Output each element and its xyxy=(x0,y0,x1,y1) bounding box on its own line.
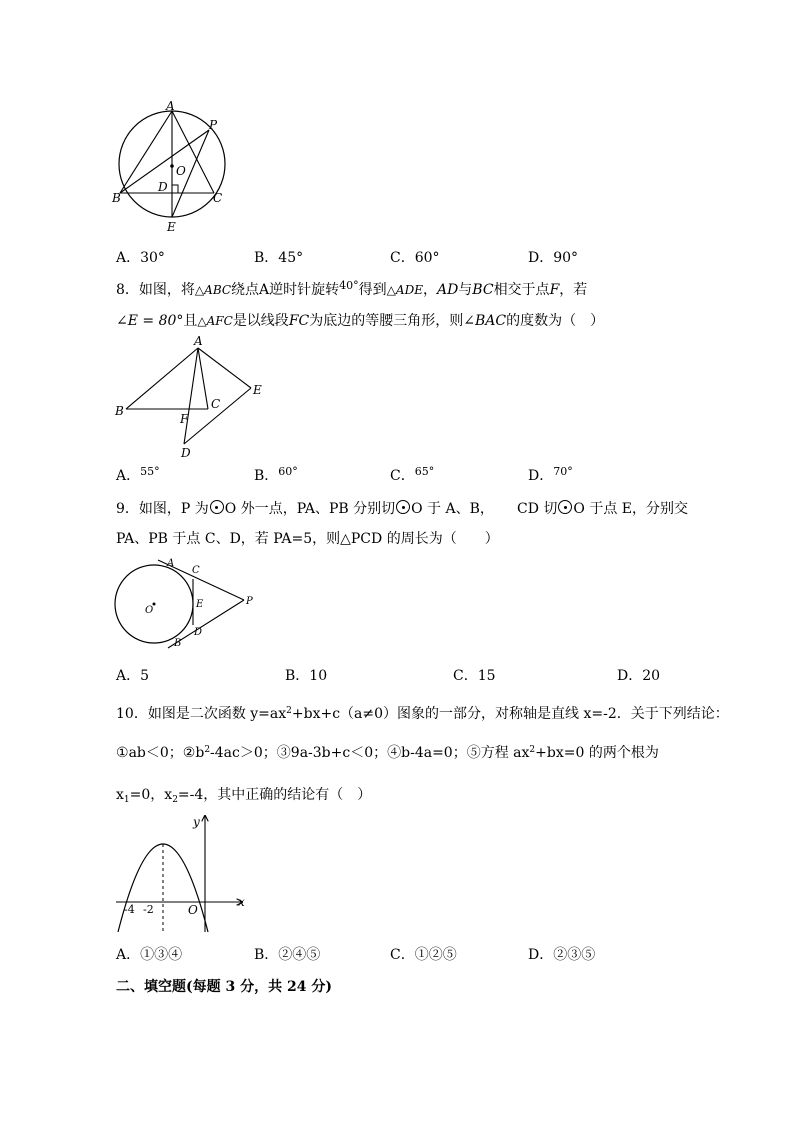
segment-ae xyxy=(198,348,251,388)
q8-option-b: B．$^{60^\circ}$ xyxy=(254,465,298,484)
label-p: P xyxy=(209,118,218,132)
label-c: C xyxy=(211,397,221,411)
label-neg2: -2 xyxy=(143,903,154,916)
label-origin: O xyxy=(188,903,198,917)
q10-option-b: B．②④⑤ xyxy=(254,947,321,963)
circle-o-symbol xyxy=(396,500,410,514)
q9-line-2: PA、PB 于点 C、D，若 PA=5，则△PCD 的周长为（ ） xyxy=(116,531,499,547)
label-a: A xyxy=(194,334,203,348)
q8-line-2: ∠E = 80°且△AFC是以线段FC为底边的等腰三角形，则∠BAC的度数为（ ） xyxy=(116,313,605,329)
circle-o-symbol xyxy=(558,500,572,514)
label-e: E xyxy=(167,220,176,234)
q10-line-2: ①ab＜0；$②b^2-4ac>0$；③9a-3b+c＜0；④b-4a=0；⑤方程 $ax^2+bx=0$ 的两个根为 xyxy=(116,745,659,761)
q9-option-a: A．5 xyxy=(116,668,150,684)
q10-option-a: A．①③④ xyxy=(116,947,183,963)
label-y: y xyxy=(193,815,200,829)
circle-o-symbol xyxy=(210,500,224,514)
q10-line-1: 10．如图是二次函数 $y=ax^2+bx+c(a\ne 0)$图象的一部分，对称轴是直线 x=-2．关于下列结论： xyxy=(116,706,729,722)
label-c: C xyxy=(213,191,223,205)
segment-ad xyxy=(184,348,198,444)
label-x: x xyxy=(238,895,245,909)
segment-ab xyxy=(126,348,198,409)
q10-option-d: D．②③⑤ xyxy=(528,947,596,963)
label-neg4: -4 xyxy=(124,903,135,916)
section-heading-fill-in: 二、填空题(每题 3 分，共 24 分) xyxy=(116,979,332,995)
q9-line-1-cont: CD 切 O 于点 E，分别交 xyxy=(517,501,688,517)
q9-option-d: D．20 xyxy=(617,668,661,684)
q8-option-a: A．$^{55^\circ}$ xyxy=(116,465,160,484)
label-b: B xyxy=(174,638,182,649)
q7-option-b: B．45° xyxy=(254,250,304,266)
label-o: O xyxy=(145,605,154,616)
label-f: F xyxy=(180,412,189,426)
label-a: A xyxy=(167,558,175,569)
q9-option-b: B．10 xyxy=(285,668,328,684)
label-p: P xyxy=(246,596,253,607)
label-a: A xyxy=(166,100,175,113)
label-d: D xyxy=(194,627,203,638)
label-e: E xyxy=(253,383,262,397)
q7-option-a: A．30° xyxy=(116,250,165,266)
center-dot xyxy=(170,164,174,168)
label-o: O xyxy=(176,164,186,178)
segment-ac xyxy=(198,348,208,409)
label-b: B xyxy=(115,404,124,418)
q8-option-d: D．$^{70^\circ}$ xyxy=(528,465,573,484)
label-d: D xyxy=(181,446,191,460)
q10-option-c: C．①②⑤ xyxy=(390,947,457,963)
label-d: D xyxy=(158,180,168,194)
q7-option-c: C．60° xyxy=(390,250,440,266)
q10-parabola-figure xyxy=(110,810,250,935)
q7-option-d: D．90° xyxy=(528,250,579,266)
label-e: E xyxy=(196,599,204,610)
q9-option-c: C．15 xyxy=(453,668,496,684)
q9-tangent-figure xyxy=(110,555,260,655)
q7-circle-figure xyxy=(110,100,240,235)
q8-triangle-figure xyxy=(110,333,270,463)
q8-option-c: C．$^{65^\circ}$ xyxy=(390,465,435,484)
right-angle-mark xyxy=(172,185,178,193)
label-c: C xyxy=(192,565,200,576)
q9-line-1: 9．如图，P 为 O 外一点，PA、PB 分别切 O 于 A、B， xyxy=(116,501,494,517)
q10-line-3: $x_1=0$，$x_2=-4$，其中正确的结论有（ ） xyxy=(116,787,372,805)
label-b: B xyxy=(112,191,121,205)
q8-line-1: 8．如图，将△ABC绕点A逆时针旋转$^{40^\circ}$得到△ADE，AD与BC相交于点F，若 xyxy=(116,279,588,298)
